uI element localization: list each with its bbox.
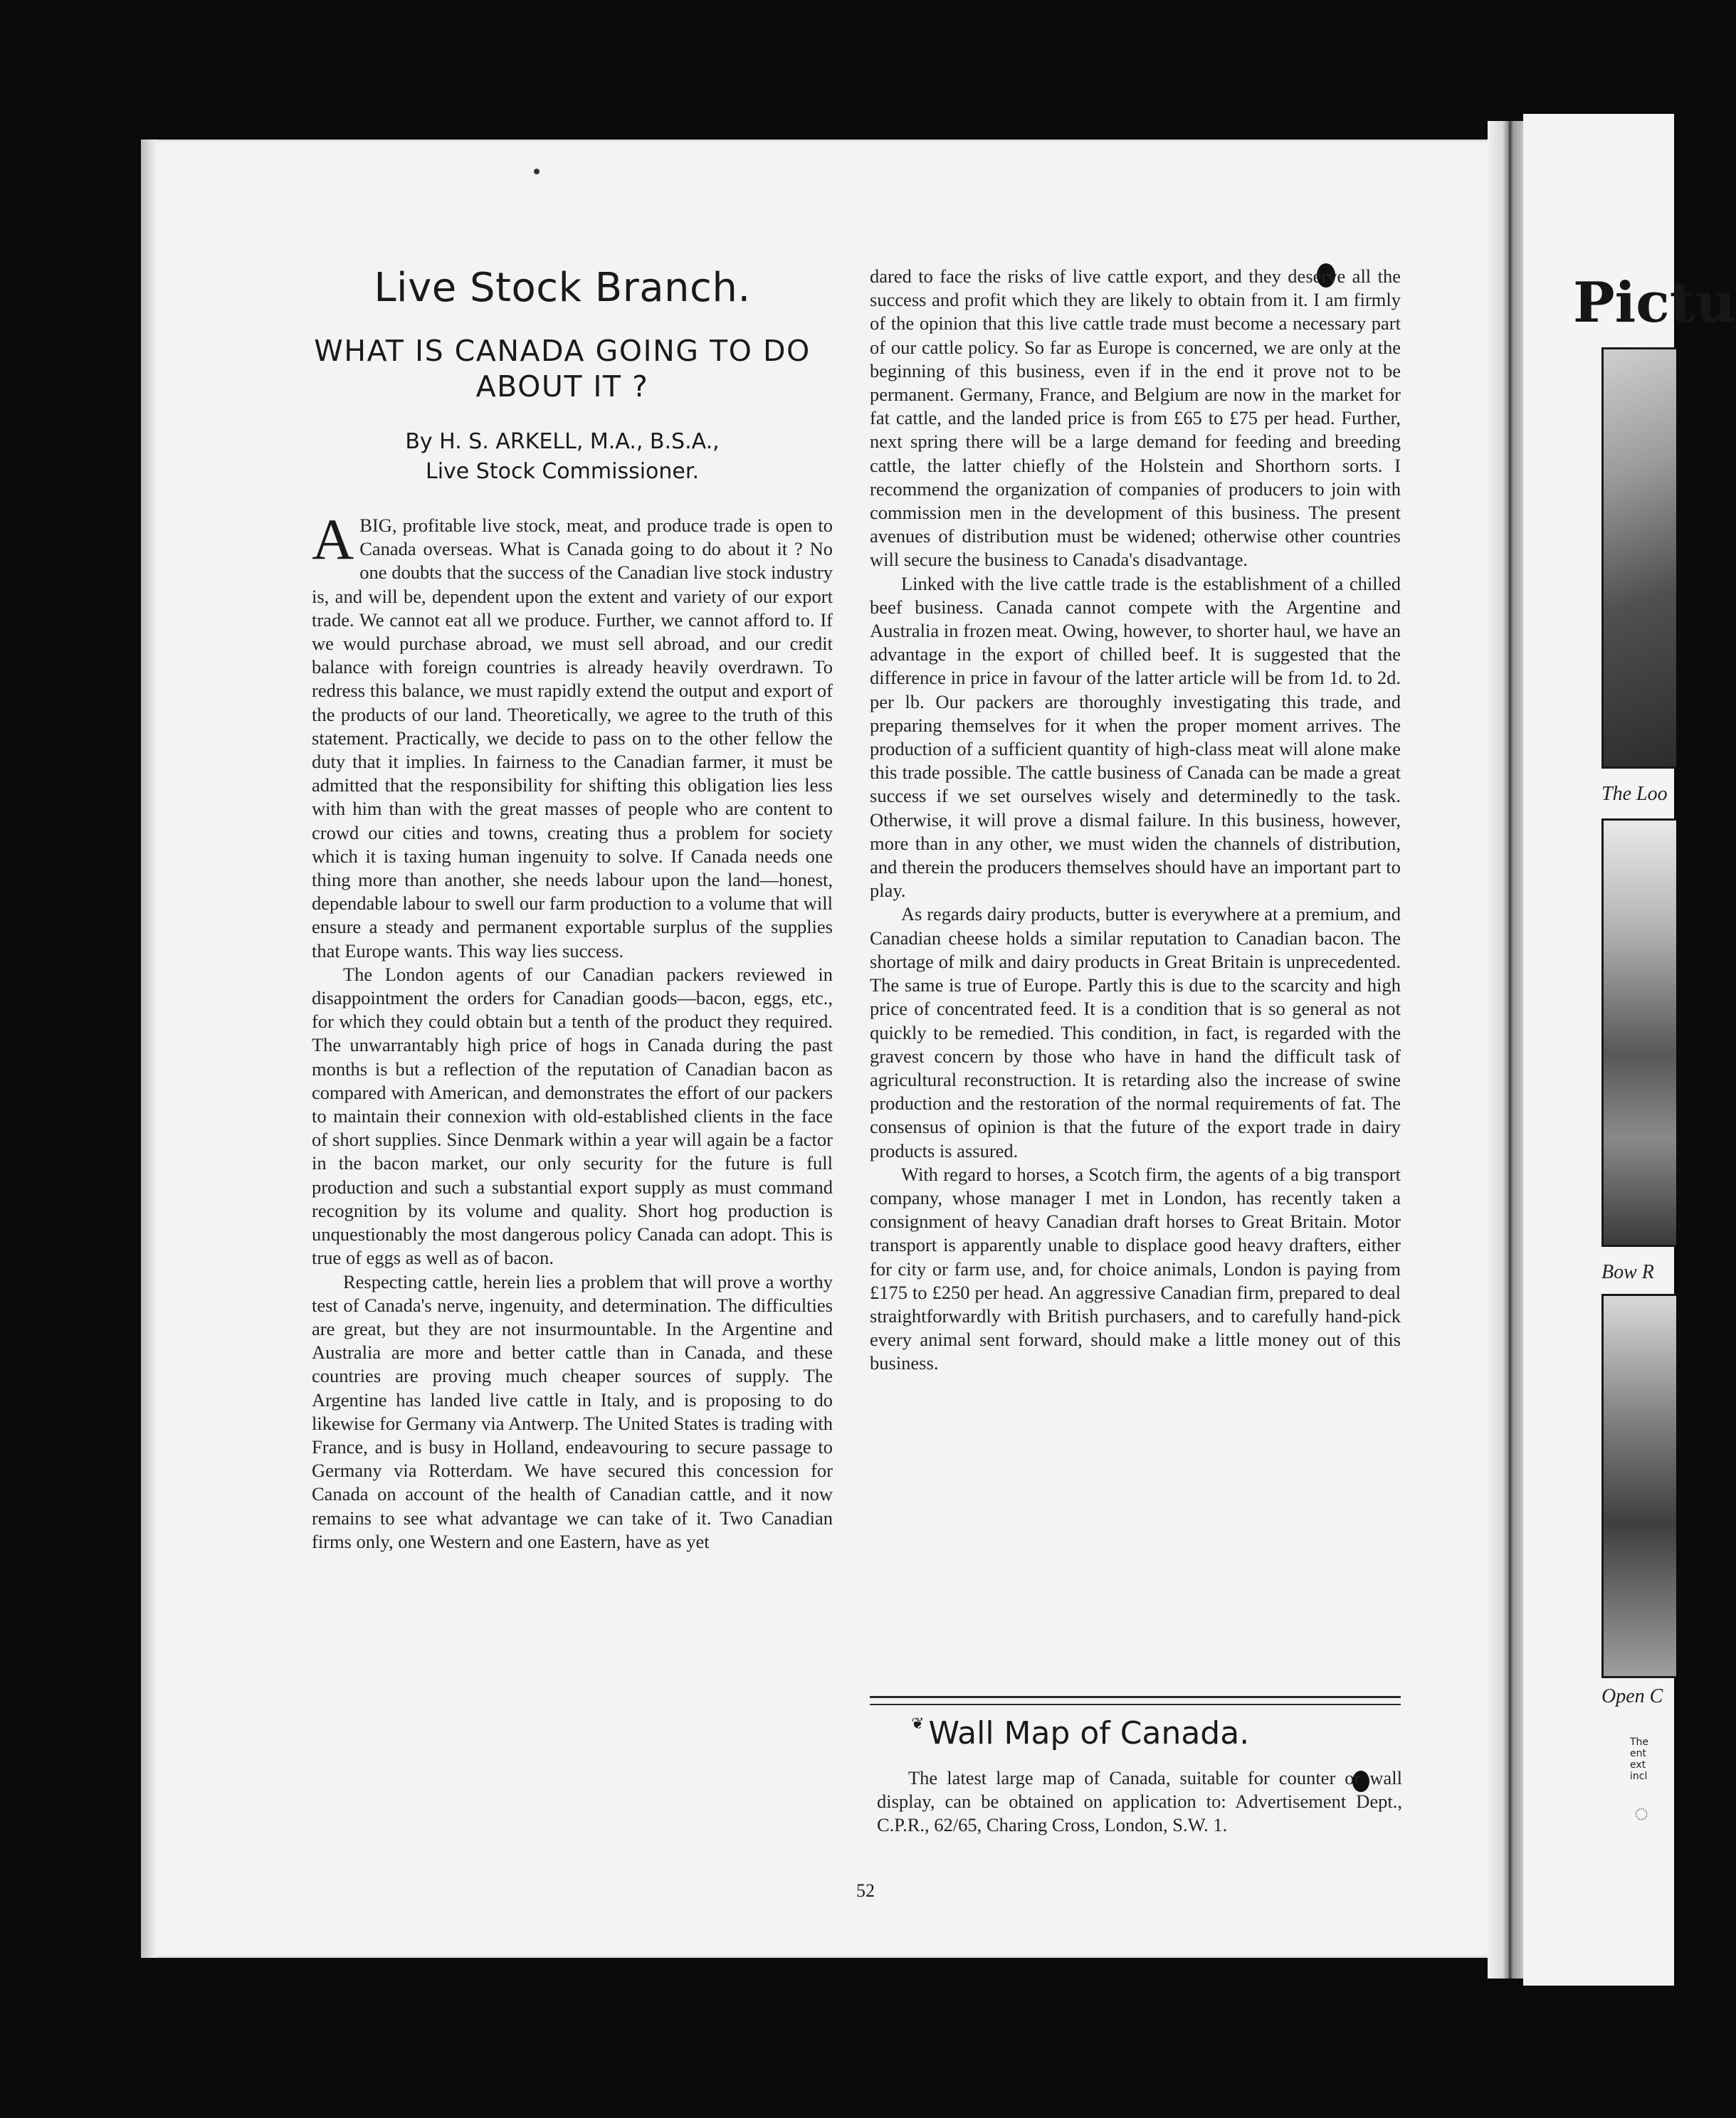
article-paragraph: ABIG, profitable live stock, meat, and produce trade is open to Canada overseas. What is Canada going to do about it ? No one doubts that the success of the Canadian live stock industry is, and will be, dependent upon the extent and variety of our export trade. We cannot eat all we produce. Further, we cannot afford to. If we would purchase abroad, we must sell abroad, and our credit balance with foreign countries is already heavily overdrawn. To redress this balance, we must rapidly extend the output and export of the products of our land. Theoretically, we agree to the truth of this statement. Practically, we decide to pass on to the other fellow the duty that it implies. In fairness to the Canadian farmer, it must be admitted that the responsibility for shifting this obligation lies less with him than with the great masses of people who are content to crowd our cities and towns, creating thus a problem for society which it is taxing human ingenuity to solve. If Canada needs one thing more than another, she needs labour upon the land—honest, dependable labour to swell our farm production to a volume that will ensure a steady and permanent exportable surplus of the supplies that Europe wants. This way lies success. <box>312 507 833 961</box>
article-paragraph: The London agents of our Canadian packers reviewed in disappointment the orders for Canadian goods—bacon, eggs, etc., for which they could obtain but a tenth of the product they required. The unwarrantably high price of hogs in Canada during the past months is but a reflection of the reputation of Canadian bacon as compared with American, and demonstrates the effort of our packers to maintain their connexion with old-established clients in the face of short supplies. Since Denmark within a year will again be a factor in the bacon market, our only security for the future is full production and such a substantial export supply as must command recognition by its volume and quality. Short hog production is unquestionably the most dangerous policy Canada can adopt. This is true of eggs as well as of bacon. <box>312 963 833 1269</box>
facing-photo <box>1601 1294 1676 1678</box>
notice-text-block <box>877 1766 1402 1838</box>
page-edge-shadow <box>141 139 157 1958</box>
byline-author: By H. S. ARKELL, M.A., B.S.A., <box>405 429 720 454</box>
facing-photo <box>1601 347 1676 769</box>
notice-text: The latest large map of Canada, suitable for counter or wall display, can be obtained on application to: Advertisement Dept., C.P.R., 62/65, Charing Cross, London, S.W. 1. <box>877 1767 1402 1836</box>
notice-title: ❦ Wall Map of Canada. <box>911 1715 1250 1751</box>
article-column-right <box>870 265 1401 1695</box>
page-number: 52 <box>856 1880 875 1901</box>
emblem-icon: ◌ <box>1634 1801 1649 1827</box>
photo-caption: Bow R <box>1601 1261 1654 1283</box>
facing-fine-print: The ent ext incl <box>1630 1737 1649 1782</box>
article-title: Live Stock Branch. <box>374 265 751 311</box>
article-paragraph: With regard to horses, a Scotch firm, the agents of a big transport company, whose manager I met in London, has recently taken a consignment of heavy Canadian draft horses to Great Britain. Motor transport is apparently unable to displace good heavy drafters, either for city or farm use, and, for choice animals, London is paying from £175 to £250 per head. An aggressive Canadian firm, prepared to deal straightforwardly with British purchasers, and to carefully hand-pick every animal sent forward, should make a little money out of this business. <box>870 1163 1401 1374</box>
article-paragraph: Respecting cattle, herein lies a problem that will prove a worthy test of Canada's nerve, ingenuity, and determination. The difficulties are great, but they are not insurmountable. In the Argentine and Australia are more and better cattle than in Canada, and these countries are proving much cheaper sources of supply. The Argentine has landed live cattle in Italy, and is proposing to do likewise for Germany via Antwerp. The United States is trading with France, and is busy in Holland, endeavouring to secure passage to Germany via Rotterdam. We have secured this concession for Canada on account of the health of Canadian cattle, and it now remains to see what advantage we can take of it. Two Canadian firms only, one Western and one Eastern, have as yet <box>312 1270 833 1552</box>
article-paragraph: dared to face the risks of live cattle export, and they deserve all the success and profit which they are likely to obtain from it. I am firmly of the opinion that this live cattle trade must become a necessary part of our cattle policy. So far as Europe is concerned, we are only at the beginning of this business, even if in the end it prove not to be permanent. Germany, France, and Belgium are now in the market for fat cattle, and the landed price is from £65 to £75 per head. Further, next spring there will be a large demand for feeding and breeding cattle, the latter chiefly of the Holstein and Shorthorn sorts. I recommend the organization of companies of producers to join with commission men in the development of this business. The present avenues of distribution must be widened; otherwise other countries will secure the business to Canada's disadvantage. <box>870 265 1401 571</box>
byline-role: Live Stock Commissioner. <box>426 459 699 484</box>
section-divider <box>870 1696 1401 1705</box>
photo-caption: Open C <box>1601 1685 1663 1707</box>
article-byline <box>306 427 819 487</box>
drop-cap: A <box>312 507 354 571</box>
article-paragraph: As regards dairy products, butter is everywhere at a premium, and Canadian cheese holds a similar reputation to Canadian bacon. The shortage of milk and dairy products in Great Britain is unprecedented. The same is true of Europe. Partly this is due to the scarcity and high price of concentrated feed. It is a condition that is so general as not quickly to be remedied. This condition, in fact, is regarded with the gravest concern by those who have in hand the difficult task of agricultural reconstruction. It is retarding also the increase of swine production and the restoration of the normal requirements of fat. The consensus of opinion is that the future of the export trade in dairy products is assured. <box>870 903 1401 1161</box>
facing-page-heading: Pictu <box>1573 270 1736 335</box>
facing-photo <box>1601 818 1676 1247</box>
photo-caption: The Loo <box>1601 783 1668 805</box>
printed-dot <box>534 169 540 174</box>
article-subtitle: WHAT IS CANADA GOING TO DO ABOUT IT ? <box>314 334 811 404</box>
ornament-icon: ❦ <box>911 1715 925 1733</box>
article-paragraph: Linked with the live cattle trade is the establishment of a chilled beef business. Canada cannot compete with the Argentine and Australia in frozen meat. Owing, however, to shorter haul, we have an advantage in the export of chilled beef. It is suggested that the difference in price in favour of the latter article will be from 1d. to 2d. per lb. Our packers are thoroughly investigating this trade, and preparing themselves for it when the proper moment arrives. The production of a sufficient quantity of high-class meat will alone make this trade possible. The cattle business of Canada can be made a great success if we set ourselves wisely and determinedly to the task. Otherwise, it will prove a dismal failure. In this business, however, more than in any other, we must widen the channels of distribution, and therein the producers themselves should have an important part to play. <box>870 572 1401 902</box>
article-column-left <box>312 507 833 1902</box>
